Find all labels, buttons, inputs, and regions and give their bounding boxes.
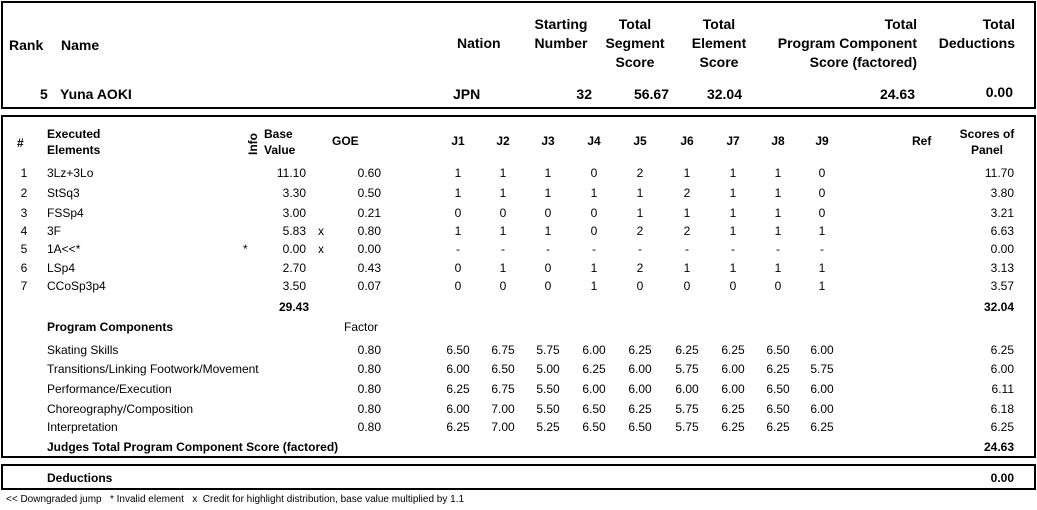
element-judge-score: 1 <box>774 186 782 200</box>
element-number: 7 <box>20 279 28 293</box>
element-base-value: 5.83 <box>282 224 306 238</box>
component-judge-score: 6.50 <box>766 402 790 416</box>
col-nation-label: Nation <box>457 35 501 51</box>
element-info: * <box>243 242 248 256</box>
element-panel-score: 3.80 <box>990 186 1014 200</box>
component-panel-score: 6.25 <box>990 420 1014 434</box>
element-judge-score: 0 <box>818 186 826 200</box>
col-tss-label: Total Segment Score <box>605 16 665 70</box>
element-judge-score: 0 <box>636 279 644 293</box>
element-bv-multiplier: x <box>318 242 324 256</box>
element-judge-score: 0 <box>544 279 552 293</box>
element-judge-score: 0 <box>590 224 598 238</box>
info-header: Info <box>246 133 260 155</box>
skater-tes: 32.04 <box>706 86 742 102</box>
component-judge-score: 5.00 <box>536 362 560 376</box>
element-judge-score: 1 <box>499 224 507 238</box>
element-judge-score: - <box>638 242 642 256</box>
component-panel-score: 6.25 <box>990 343 1014 357</box>
element-bv-multiplier: x <box>318 224 324 238</box>
skater-starting-number: 32 <box>576 86 592 102</box>
skater-deductions: 0.00 <box>985 84 1013 100</box>
component-panel-score: 6.18 <box>990 402 1014 416</box>
component-judge-score: 6.00 <box>810 382 834 396</box>
col-deductions-label: Total Deductions <box>938 16 1015 51</box>
judge-header-2: J2 <box>496 134 510 148</box>
element-judge-score: 0 <box>499 279 507 293</box>
component-judge-score: 6.50 <box>766 343 790 357</box>
component-judge-score: 6.25 <box>675 343 699 357</box>
component-judge-score: 6.50 <box>446 343 470 357</box>
element-judge-score: - <box>456 242 460 256</box>
element-judge-score: 0 <box>818 166 826 180</box>
component-factor: 0.80 <box>357 420 381 434</box>
element-judge-score: 1 <box>499 186 507 200</box>
element-judge-score: 2 <box>683 224 691 238</box>
component-judge-score: 6.25 <box>721 402 745 416</box>
element-judge-score: 1 <box>818 279 826 293</box>
legend-text: << Downgraded jump * Invalid element x Credit for highlight distribution, base value multiplied by 1.1 <box>6 494 465 505</box>
skater-tss: 56.67 <box>633 86 669 102</box>
element-judge-score: 1 <box>636 206 644 220</box>
deductions-value: 0.00 <box>990 471 1014 485</box>
element-number: 1 <box>20 166 28 180</box>
element-judge-score: 2 <box>636 166 644 180</box>
component-judge-score: 6.75 <box>491 343 515 357</box>
element-goe: 0.60 <box>357 166 381 180</box>
element-base-value: 2.70 <box>282 261 306 275</box>
element-judge-score: 1 <box>774 261 782 275</box>
component-name: Performance/Execution <box>47 382 172 396</box>
component-judge-score: 6.00 <box>582 343 606 357</box>
skater-rank: 5 <box>40 86 48 102</box>
element-judge-score: 2 <box>683 186 691 200</box>
element-judge-score: 0 <box>544 261 552 275</box>
element-judge-score: 0 <box>544 206 552 220</box>
element-judge-score: 0 <box>729 279 737 293</box>
component-judge-score: 6.00 <box>446 402 470 416</box>
component-panel-score: 6.00 <box>990 362 1014 376</box>
deductions-label: Deductions <box>47 471 113 485</box>
element-judge-score: - <box>685 242 689 256</box>
component-judge-score: 6.25 <box>582 362 606 376</box>
element-judge-score: 1 <box>729 186 737 200</box>
element-name: FSSp4 <box>47 206 84 220</box>
element-number: 4 <box>20 224 28 238</box>
element-panel-score: 3.13 <box>990 261 1014 275</box>
component-name: Skating Skills <box>47 343 119 357</box>
element-judge-score: - <box>546 242 550 256</box>
component-judge-score: 7.00 <box>491 402 515 416</box>
element-judge-score: 0 <box>590 166 598 180</box>
element-judge-score: 0 <box>774 279 782 293</box>
pcs-total-value: 24.63 <box>983 440 1014 454</box>
element-goe: 0.80 <box>357 224 381 238</box>
col-tes-label: Total Element Score <box>691 16 747 70</box>
element-judge-score: 1 <box>636 186 644 200</box>
element-judge-score: - <box>820 242 824 256</box>
element-number: 5 <box>20 242 28 256</box>
component-judge-score: 6.50 <box>491 362 515 376</box>
element-judge-score: 1 <box>774 206 782 220</box>
judge-header-5: J5 <box>633 134 647 148</box>
skater-nation: JPN <box>453 86 481 102</box>
element-base-value: 3.30 <box>282 186 306 200</box>
component-judge-score: 6.00 <box>628 382 652 396</box>
element-judge-score: 1 <box>454 166 462 180</box>
component-judge-score: 6.00 <box>582 382 606 396</box>
scores-of-panel-header: Scores of Panel <box>959 127 1015 157</box>
component-judge-score: 6.50 <box>766 382 790 396</box>
element-judge-score: 1 <box>454 224 462 238</box>
element-goe: 0.21 <box>357 206 381 220</box>
component-judge-score: 6.25 <box>628 402 652 416</box>
element-name: StSq3 <box>47 186 80 200</box>
element-base-value: 11.10 <box>276 166 306 180</box>
factor-header: Factor <box>344 320 379 334</box>
component-factor: 0.80 <box>357 402 381 416</box>
skater-name: Yuna AOKI <box>60 86 132 102</box>
element-panel-score: 3.21 <box>990 206 1014 220</box>
element-judge-score: 0 <box>499 206 507 220</box>
component-name: Interpretation <box>47 420 118 434</box>
judge-header-4: J4 <box>587 134 601 148</box>
component-judge-score: 6.25 <box>766 420 790 434</box>
col-name-label: Name <box>61 37 100 53</box>
element-judge-score: 1 <box>544 166 552 180</box>
base-value-header: Base Value <box>264 127 296 157</box>
component-judge-score: 5.75 <box>675 402 699 416</box>
element-goe: 0.00 <box>357 242 381 256</box>
component-judge-score: 5.75 <box>536 343 560 357</box>
element-judge-score: 1 <box>590 186 598 200</box>
component-judge-score: 5.75 <box>675 362 699 376</box>
elements-score-total: 32.04 <box>983 300 1014 314</box>
pcs-total-label: Judges Total Program Component Score (factored) <box>47 440 339 454</box>
element-judge-score: 0 <box>454 206 462 220</box>
component-name: Choreography/Composition <box>47 402 194 416</box>
component-judge-score: 6.00 <box>628 362 652 376</box>
element-base-value: 3.00 <box>282 206 306 220</box>
element-base-value: 0.00 <box>282 242 306 256</box>
component-factor: 0.80 <box>357 382 381 396</box>
element-panel-score: 0.00 <box>990 242 1014 256</box>
component-judge-score: 6.50 <box>628 420 652 434</box>
element-judge-score: - <box>731 242 735 256</box>
component-judge-score: 5.75 <box>810 362 834 376</box>
element-name: LSp4 <box>47 261 76 275</box>
component-judge-score: 6.00 <box>721 362 745 376</box>
element-number: 6 <box>20 261 28 275</box>
element-judge-score: 1 <box>454 186 462 200</box>
component-judge-score: 6.25 <box>721 420 745 434</box>
element-judge-score: 1 <box>729 166 737 180</box>
component-judge-score: 6.50 <box>582 402 606 416</box>
element-judge-score: 1 <box>683 166 691 180</box>
component-judge-score: 6.25 <box>721 343 745 357</box>
element-judge-score: 0 <box>683 279 691 293</box>
element-judge-score: 1 <box>683 206 691 220</box>
element-judge-score: - <box>592 242 596 256</box>
program-components-header: Program Components <box>47 320 174 334</box>
element-judge-score: 0 <box>818 206 826 220</box>
col-pcs-label: Total Program Component Score (factored) <box>777 16 917 70</box>
skater-pcs: 24.63 <box>879 86 915 102</box>
judge-header-1: J1 <box>451 134 465 148</box>
executed-elements-header: Executed Elements <box>47 127 101 157</box>
element-judge-score: 1 <box>774 166 782 180</box>
element-judge-score: 0 <box>454 279 462 293</box>
element-judge-score: 1 <box>729 224 737 238</box>
element-panel-score: 6.63 <box>990 224 1014 238</box>
element-judge-score: 2 <box>636 261 644 275</box>
component-judge-score: 5.75 <box>675 420 699 434</box>
element-goe: 0.07 <box>357 279 381 293</box>
judge-header-7: J7 <box>726 134 740 148</box>
component-judge-score: 6.75 <box>491 382 515 396</box>
ref-header: Ref <box>912 134 932 148</box>
element-judge-score: 1 <box>729 206 737 220</box>
element-judge-score: - <box>501 242 505 256</box>
col-rank-label: Rank <box>9 37 44 53</box>
deductions-box <box>1 464 1036 490</box>
element-judge-score: 1 <box>590 261 598 275</box>
element-base-value: 3.50 <box>282 279 306 293</box>
element-panel-score: 11.70 <box>984 166 1014 180</box>
component-judge-score: 6.25 <box>446 420 470 434</box>
judge-header-9: J9 <box>815 134 829 148</box>
col-starting-number-label: Starting Number <box>534 16 588 51</box>
component-judge-score: 5.25 <box>536 420 560 434</box>
element-goe: 0.43 <box>357 261 381 275</box>
component-factor: 0.80 <box>357 343 381 357</box>
element-number: 3 <box>20 206 28 220</box>
element-name: CCoSp3p4 <box>47 279 106 293</box>
component-judge-score: 6.00 <box>721 382 745 396</box>
element-judge-score: - <box>776 242 780 256</box>
element-judge-score: 1 <box>590 279 598 293</box>
element-name: 1A<<* <box>47 242 81 256</box>
goe-header: GOE <box>332 134 359 148</box>
component-name: Transitions/Linking Footwork/Movement <box>47 362 259 376</box>
element-number: 2 <box>20 186 28 200</box>
element-judge-score: 1 <box>818 224 826 238</box>
component-factor: 0.80 <box>357 362 381 376</box>
element-judge-score: 2 <box>636 224 644 238</box>
component-judge-score: 6.00 <box>810 343 834 357</box>
judge-header-3: J3 <box>541 134 555 148</box>
component-judge-score: 6.25 <box>446 382 470 396</box>
element-goe: 0.50 <box>357 186 381 200</box>
element-judge-score: 1 <box>544 224 552 238</box>
element-judge-score: 0 <box>454 261 462 275</box>
judge-header-8: J8 <box>771 134 785 148</box>
judge-header-6: J6 <box>680 134 694 148</box>
element-judge-score: 1 <box>729 261 737 275</box>
component-judge-score: 6.00 <box>675 382 699 396</box>
elements-num-header: # <box>17 136 24 150</box>
element-judge-score: 1 <box>499 166 507 180</box>
element-name: 3Lz+3Lo <box>47 166 94 180</box>
element-name: 3F <box>47 224 62 238</box>
component-judge-score: 6.25 <box>628 343 652 357</box>
element-judge-score: 1 <box>774 224 782 238</box>
element-judge-score: 1 <box>818 261 826 275</box>
component-judge-score: 6.50 <box>582 420 606 434</box>
component-judge-score: 7.00 <box>491 420 515 434</box>
element-judge-score: 0 <box>590 206 598 220</box>
component-judge-score: 6.25 <box>810 420 834 434</box>
component-judge-score: 5.50 <box>536 402 560 416</box>
component-judge-score: 5.50 <box>536 382 560 396</box>
element-judge-score: 1 <box>544 186 552 200</box>
base-value-total: 29.43 <box>278 300 309 314</box>
component-judge-score: 6.00 <box>810 402 834 416</box>
element-panel-score: 3.57 <box>990 279 1014 293</box>
component-judge-score: 6.00 <box>446 362 470 376</box>
element-judge-score: 1 <box>499 261 507 275</box>
component-judge-score: 6.25 <box>766 362 790 376</box>
element-judge-score: 1 <box>683 261 691 275</box>
component-panel-score: 6.11 <box>991 382 1014 396</box>
